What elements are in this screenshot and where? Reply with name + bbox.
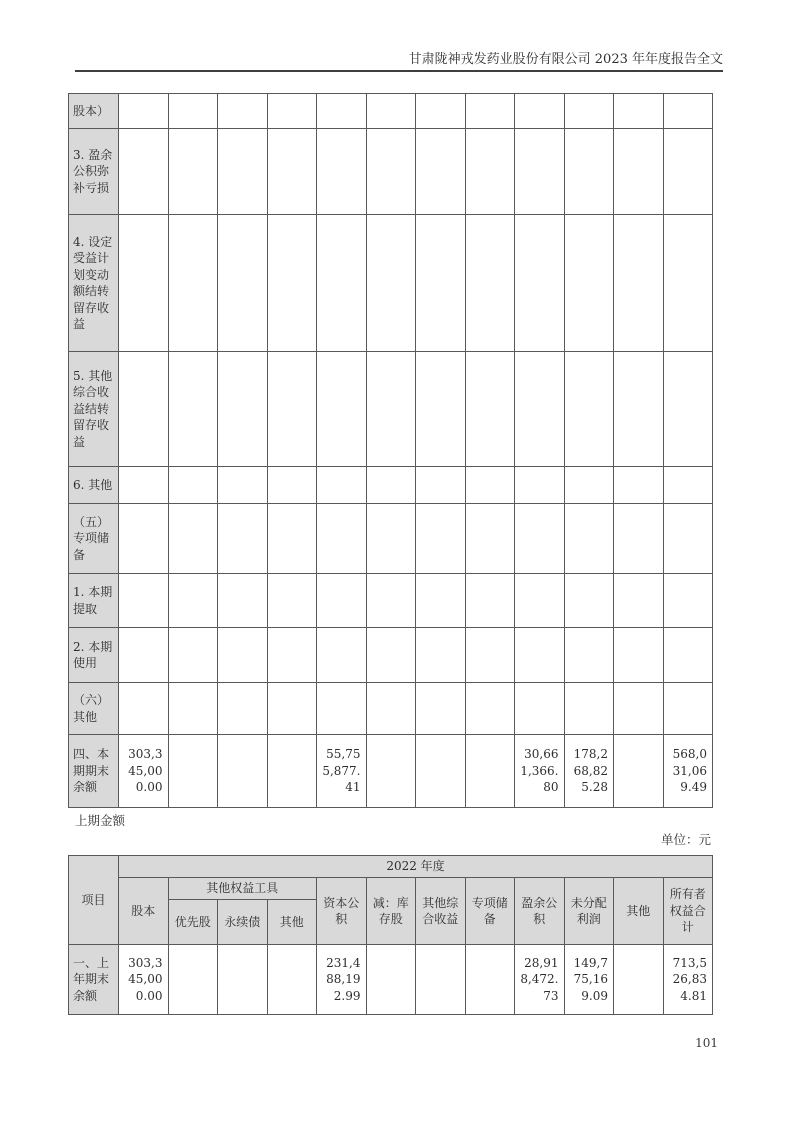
column-header-other-comprehensive-income: 其他综合收益 xyxy=(416,878,466,945)
amount-cell xyxy=(614,735,664,808)
amount-cell xyxy=(119,574,169,628)
table-row xyxy=(69,683,713,735)
group-header-other-equity-instruments: 其他权益工具 xyxy=(168,878,317,900)
amount-cell xyxy=(218,94,268,129)
amount-cell xyxy=(168,683,218,735)
amount-cell xyxy=(267,94,317,129)
amount-cell xyxy=(168,94,218,129)
amount-cell xyxy=(564,215,614,352)
amount-cell xyxy=(515,129,565,215)
amount-cell: 149,775,169.09 xyxy=(564,945,614,1015)
amount-cell xyxy=(663,215,713,352)
amount-cell xyxy=(465,94,515,129)
amount-cell xyxy=(119,504,169,574)
row-label: （五）专项储备 xyxy=(69,504,119,574)
table2-header xyxy=(69,856,713,945)
amount-cell xyxy=(416,352,466,467)
amount-cell xyxy=(119,628,169,683)
amount-cell xyxy=(267,215,317,352)
amount-cell xyxy=(614,504,664,574)
amount-cell xyxy=(366,215,416,352)
amount-cell xyxy=(465,683,515,735)
header-rule xyxy=(75,70,723,72)
report-header-title: 甘肃陇神戎发药业股份有限公司 2023 年年度报告全文 xyxy=(408,52,723,67)
table-header-row xyxy=(69,878,713,900)
table-row xyxy=(69,467,713,504)
amount-cell xyxy=(267,504,317,574)
amount-cell xyxy=(564,574,614,628)
amount-cell xyxy=(614,467,664,504)
amount-cell xyxy=(663,129,713,215)
page-number: 101 xyxy=(695,1036,718,1050)
amount-cell xyxy=(218,504,268,574)
amount-cell xyxy=(416,215,466,352)
amount-cell: 303,345,000.00 xyxy=(119,945,169,1015)
amount-cell xyxy=(465,735,515,808)
table-row xyxy=(69,129,713,215)
amount-cell xyxy=(267,683,317,735)
amount-cell xyxy=(218,129,268,215)
column-header-share-capital: 股本 xyxy=(119,878,169,945)
amount-cell xyxy=(416,945,466,1015)
amount-cell xyxy=(119,352,169,467)
row-label: 股本） xyxy=(69,94,119,129)
amount-cell xyxy=(465,467,515,504)
amount-cell xyxy=(614,129,664,215)
amount-cell xyxy=(218,945,268,1015)
amount-cell xyxy=(267,467,317,504)
column-header-treasury-stock: 减：库存股 xyxy=(366,878,416,945)
table-row xyxy=(69,215,713,352)
amount-cell xyxy=(416,504,466,574)
amount-cell xyxy=(168,467,218,504)
amount-cell: 568,031,069.49 xyxy=(663,735,713,808)
amount-cell xyxy=(218,574,268,628)
amount-cell xyxy=(317,352,367,467)
table-row xyxy=(69,504,713,574)
amount-cell xyxy=(564,94,614,129)
amount-cell: 55,755,877.41 xyxy=(317,735,367,808)
amount-cell xyxy=(366,94,416,129)
amount-cell xyxy=(416,129,466,215)
amount-cell xyxy=(218,735,268,808)
unit-label: 单位：元 xyxy=(660,832,711,847)
amount-cell xyxy=(168,129,218,215)
amount-cell xyxy=(515,504,565,574)
corner-header: 项目 xyxy=(69,856,119,945)
table2-body xyxy=(69,945,713,1015)
amount-cell xyxy=(366,574,416,628)
amount-cell xyxy=(663,504,713,574)
row-label: 6. 其他 xyxy=(69,467,119,504)
table-header-row xyxy=(69,856,713,878)
amount-cell xyxy=(465,628,515,683)
amount-cell xyxy=(614,683,664,735)
amount-cell xyxy=(564,352,614,467)
amount-cell xyxy=(416,683,466,735)
amount-cell xyxy=(614,215,664,352)
amount-cell: 178,268,825.28 xyxy=(564,735,614,808)
column-header-undistributed-profit: 未分配利润 xyxy=(564,878,614,945)
amount-cell xyxy=(515,574,565,628)
amount-cell xyxy=(416,467,466,504)
row-label: 5. 其他综合收益结转留存收益 xyxy=(69,352,119,467)
row-label: 四、本期期末余额 xyxy=(69,735,119,808)
amount-cell xyxy=(366,735,416,808)
amount-cell xyxy=(515,628,565,683)
amount-cell xyxy=(366,945,416,1015)
amount-cell xyxy=(317,574,367,628)
amount-cell xyxy=(366,683,416,735)
amount-cell xyxy=(218,352,268,467)
amount-cell xyxy=(465,574,515,628)
amount-cell xyxy=(168,945,218,1015)
amount-cell xyxy=(614,94,664,129)
amount-cell xyxy=(366,504,416,574)
amount-cell xyxy=(119,467,169,504)
amount-cell: 303,345,000.00 xyxy=(119,735,169,808)
amount-cell xyxy=(515,683,565,735)
amount-cell: 713,526,834.81 xyxy=(663,945,713,1015)
previous-period-equity-table xyxy=(68,855,713,1015)
amount-cell xyxy=(317,215,367,352)
amount-cell xyxy=(564,504,614,574)
amount-cell xyxy=(416,628,466,683)
amount-cell xyxy=(267,735,317,808)
amount-cell xyxy=(267,628,317,683)
amount-cell xyxy=(515,215,565,352)
column-header-other-instrument: 其他 xyxy=(267,900,317,945)
amount-cell xyxy=(564,628,614,683)
amount-cell xyxy=(663,683,713,735)
amount-cell xyxy=(614,628,664,683)
amount-cell xyxy=(168,504,218,574)
amount-cell xyxy=(317,628,367,683)
amount-cell xyxy=(515,467,565,504)
table-row xyxy=(69,628,713,683)
amount-cell xyxy=(317,504,367,574)
row-label: 一、上年期末余额 xyxy=(69,945,119,1015)
amount-cell xyxy=(564,683,614,735)
amount-cell: 231,488,192.99 xyxy=(317,945,367,1015)
current-period-equity-table xyxy=(68,93,713,808)
row-label: （六）其他 xyxy=(69,683,119,735)
amount-cell xyxy=(366,129,416,215)
amount-cell xyxy=(416,735,466,808)
amount-cell xyxy=(119,129,169,215)
amount-cell xyxy=(515,352,565,467)
amount-cell xyxy=(564,467,614,504)
amount-cell xyxy=(465,352,515,467)
row-label: 3. 盈余公积弥补亏损 xyxy=(69,129,119,215)
table1-body xyxy=(69,94,713,808)
amount-cell xyxy=(614,945,664,1015)
amount-cell xyxy=(267,352,317,467)
amount-cell xyxy=(465,945,515,1015)
amount-cell xyxy=(366,352,416,467)
column-header-total-owners-equity: 所有者权益合计 xyxy=(663,878,713,945)
amount-cell xyxy=(317,467,367,504)
amount-cell xyxy=(366,628,416,683)
amount-cell xyxy=(465,504,515,574)
amount-cell xyxy=(515,94,565,129)
amount-cell xyxy=(267,129,317,215)
table-row xyxy=(69,352,713,467)
amount-cell xyxy=(218,467,268,504)
table-row xyxy=(69,735,713,808)
amount-cell xyxy=(168,215,218,352)
column-header-preferred-shares: 优先股 xyxy=(168,900,218,945)
column-header-other: 其他 xyxy=(614,878,664,945)
amount-cell xyxy=(663,628,713,683)
amount-cell xyxy=(614,352,664,467)
amount-cell xyxy=(317,129,367,215)
row-label: 1. 本期提取 xyxy=(69,574,119,628)
amount-cell xyxy=(218,215,268,352)
amount-cell xyxy=(119,94,169,129)
column-header-surplus-reserve: 盈余公积 xyxy=(515,878,565,945)
table-row xyxy=(69,945,713,1015)
amount-cell: 30,661,366.80 xyxy=(515,735,565,808)
amount-cell xyxy=(416,574,466,628)
table-row xyxy=(69,94,713,129)
amount-cell xyxy=(218,628,268,683)
amount-cell xyxy=(366,467,416,504)
amount-cell xyxy=(168,735,218,808)
amount-cell xyxy=(317,94,367,129)
previous-period-note: 上期金额 xyxy=(75,813,126,828)
amount-cell xyxy=(663,467,713,504)
amount-cell xyxy=(465,129,515,215)
row-label: 2. 本期使用 xyxy=(69,628,119,683)
amount-cell: 28,918,472.73 xyxy=(515,945,565,1015)
column-header-special-reserve: 专项储备 xyxy=(465,878,515,945)
amount-cell xyxy=(416,94,466,129)
amount-cell xyxy=(168,574,218,628)
amount-cell xyxy=(218,683,268,735)
amount-cell xyxy=(267,945,317,1015)
amount-cell xyxy=(465,215,515,352)
amount-cell xyxy=(267,574,317,628)
amount-cell xyxy=(663,352,713,467)
amount-cell xyxy=(614,574,664,628)
amount-cell xyxy=(119,683,169,735)
year-header: 2022 年度 xyxy=(119,856,713,878)
table-row xyxy=(69,574,713,628)
amount-cell xyxy=(317,683,367,735)
column-header-capital-reserve: 资本公积 xyxy=(317,878,367,945)
amount-cell xyxy=(564,129,614,215)
amount-cell xyxy=(168,628,218,683)
amount-cell xyxy=(168,352,218,467)
column-header-perpetual-bonds: 永续债 xyxy=(218,900,268,945)
row-label: 4. 设定受益计划变动额结转留存收益 xyxy=(69,215,119,352)
amount-cell xyxy=(663,574,713,628)
amount-cell xyxy=(663,94,713,129)
amount-cell xyxy=(119,215,169,352)
